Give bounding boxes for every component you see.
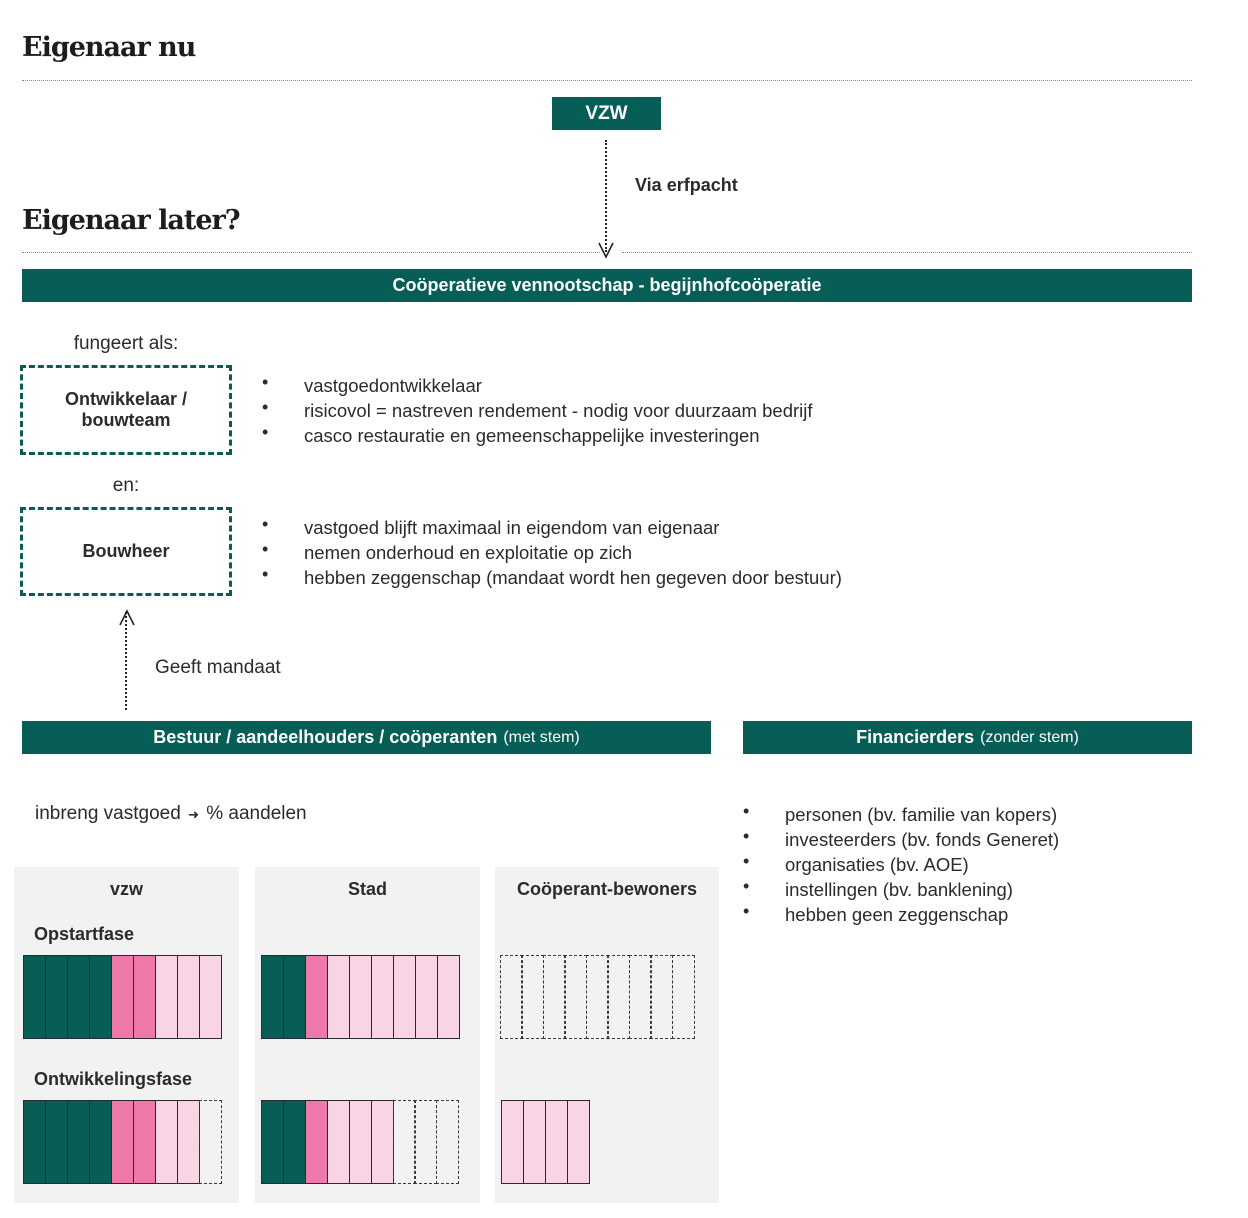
share-block-light [415,955,438,1039]
panel-title: Stad [347,879,387,899]
board-note: (met stem) [503,728,580,746]
via-erfpacht-label: Via erfpacht [635,175,738,195]
share-block-dark [261,1100,284,1184]
share-block-light [437,955,460,1039]
share-block-empty [521,955,544,1039]
share-block-light [371,1100,394,1184]
arrow-right-icon: ➜ [188,807,199,822]
share-block-empty [436,1100,459,1184]
share-block-mid [111,1100,134,1184]
share-block-empty [672,955,695,1039]
share-block-dark [283,955,306,1039]
list-item: • personen (bv. familie van kopers) [743,802,1059,827]
list-item: • casco restauratie en gemeenschappelijke investeringen [262,423,813,448]
erfpacht-arrow-line [605,140,607,252]
contribution-right: % aandelen [206,803,307,824]
share-block-mid [305,955,328,1039]
role-bouwheer-bullets [262,515,842,590]
role-bouwheer-label: Bouwheer [82,541,170,561]
share-block-light [545,1100,568,1184]
panel-stad [255,867,480,1203]
share-block-empty [414,1100,437,1184]
list-item: • hebben zeggenschap (mandaat wordt hen gegeven door bestuur) [262,565,842,590]
mandate-label: Geeft mandaat [155,657,281,678]
share-block-dark [283,1100,306,1184]
board-title: Bestuur / aandeelhouders / coöperanten [153,727,498,747]
share-block-dark [45,1100,68,1184]
share-block-empty [629,955,652,1039]
list-item: • investeerders (bv. fonds Generet) [743,827,1059,852]
share-block-empty [543,955,566,1039]
share-block-empty [650,955,673,1039]
share-block-empty [564,955,587,1039]
shares-vzw-development [23,1100,222,1184]
share-block-dark [261,955,284,1039]
share-block-light [393,955,416,1039]
divider-later-left [22,252,600,253]
and-label: en: [112,475,140,496]
contribution-text [35,803,307,825]
share-block-light [177,1100,200,1184]
shares-vzw-startup [23,955,222,1039]
share-block-light [371,955,394,1039]
list-item: • organisaties (bv. AOE) [743,852,1059,877]
funders-note: (zonder stem) [980,728,1079,746]
role-developer-label: Ontwikkelaar / bouwteam [64,389,188,430]
list-item: • nemen onderhoud en exploitatie op zich [262,540,842,565]
panel-vzw [14,867,239,1203]
share-block-empty [393,1100,416,1184]
shares-residents-development [501,1100,590,1184]
funders-band [743,721,1192,754]
board-band [22,721,711,754]
panel-title: Coöperant-bewoners [516,879,698,899]
funders-title: Financierders [856,727,975,747]
share-block-mid [133,1100,156,1184]
phase-label-development: Ontwikkelingsfase [34,1069,193,1089]
share-block-light [523,1100,546,1184]
share-block-light [501,1100,524,1184]
divider-later-right [622,252,1192,253]
coop-band: Coöperatieve vennootschap - begijnhofcoöperatie [22,269,1192,302]
panel-title: vzw [109,879,143,899]
share-block-dark [89,1100,112,1184]
share-block-dark [23,1100,46,1184]
arrow-up-icon [118,608,136,628]
contribution-left: inbreng vastgoed [35,803,181,824]
acts-as-label: fungeert als: [73,333,179,354]
heading-owner-now: Eigenaar nu [22,32,196,63]
share-block-light [349,955,372,1039]
list-item: • risicovol = nastreven rendement - nodig voor duurzaam bedrijf [262,398,813,423]
mandate-arrow-line [125,612,127,710]
list-item: • instellingen (bv. banklening) [743,877,1059,902]
share-block-dark [45,955,68,1039]
role-developer-box [20,365,232,455]
arrow-down-icon [597,240,615,260]
share-block-mid [305,1100,328,1184]
share-block-empty [586,955,609,1039]
role-bouwheer-box [20,507,232,596]
share-block-light [155,1100,178,1184]
share-block-light [567,1100,590,1184]
share-block-mid [111,955,134,1039]
share-block-light [199,955,222,1039]
vzw-box: VZW [552,97,661,130]
share-block-dark [89,955,112,1039]
share-block-light [327,955,350,1039]
shares-stad-startup [261,955,460,1039]
list-item: • hebben geen zeggenschap [743,902,1059,927]
divider-top [22,80,1192,81]
share-block-light [327,1100,350,1184]
share-block-dark [67,1100,90,1184]
panel-cooperant-residents [495,867,719,1203]
list-item: • vastgoedontwikkelaar [262,373,813,398]
role-developer-bullets [262,373,813,448]
share-block-empty [607,955,630,1039]
list-item: • vastgoed blijft maximaal in eigendom van eigenaar [262,515,842,540]
share-block-empty [500,955,523,1039]
share-block-dark [67,955,90,1039]
share-block-dark [23,955,46,1039]
share-block-light [155,955,178,1039]
share-block-mid [133,955,156,1039]
heading-owner-later: Eigenaar later? [22,205,240,236]
shares-residents-startup [501,955,695,1039]
funders-bullets [743,802,1059,927]
shares-stad-development [261,1100,459,1184]
share-block-empty [199,1100,222,1184]
share-block-light [349,1100,372,1184]
share-block-light [177,955,200,1039]
phase-label-startup: Opstartfase [34,924,135,944]
